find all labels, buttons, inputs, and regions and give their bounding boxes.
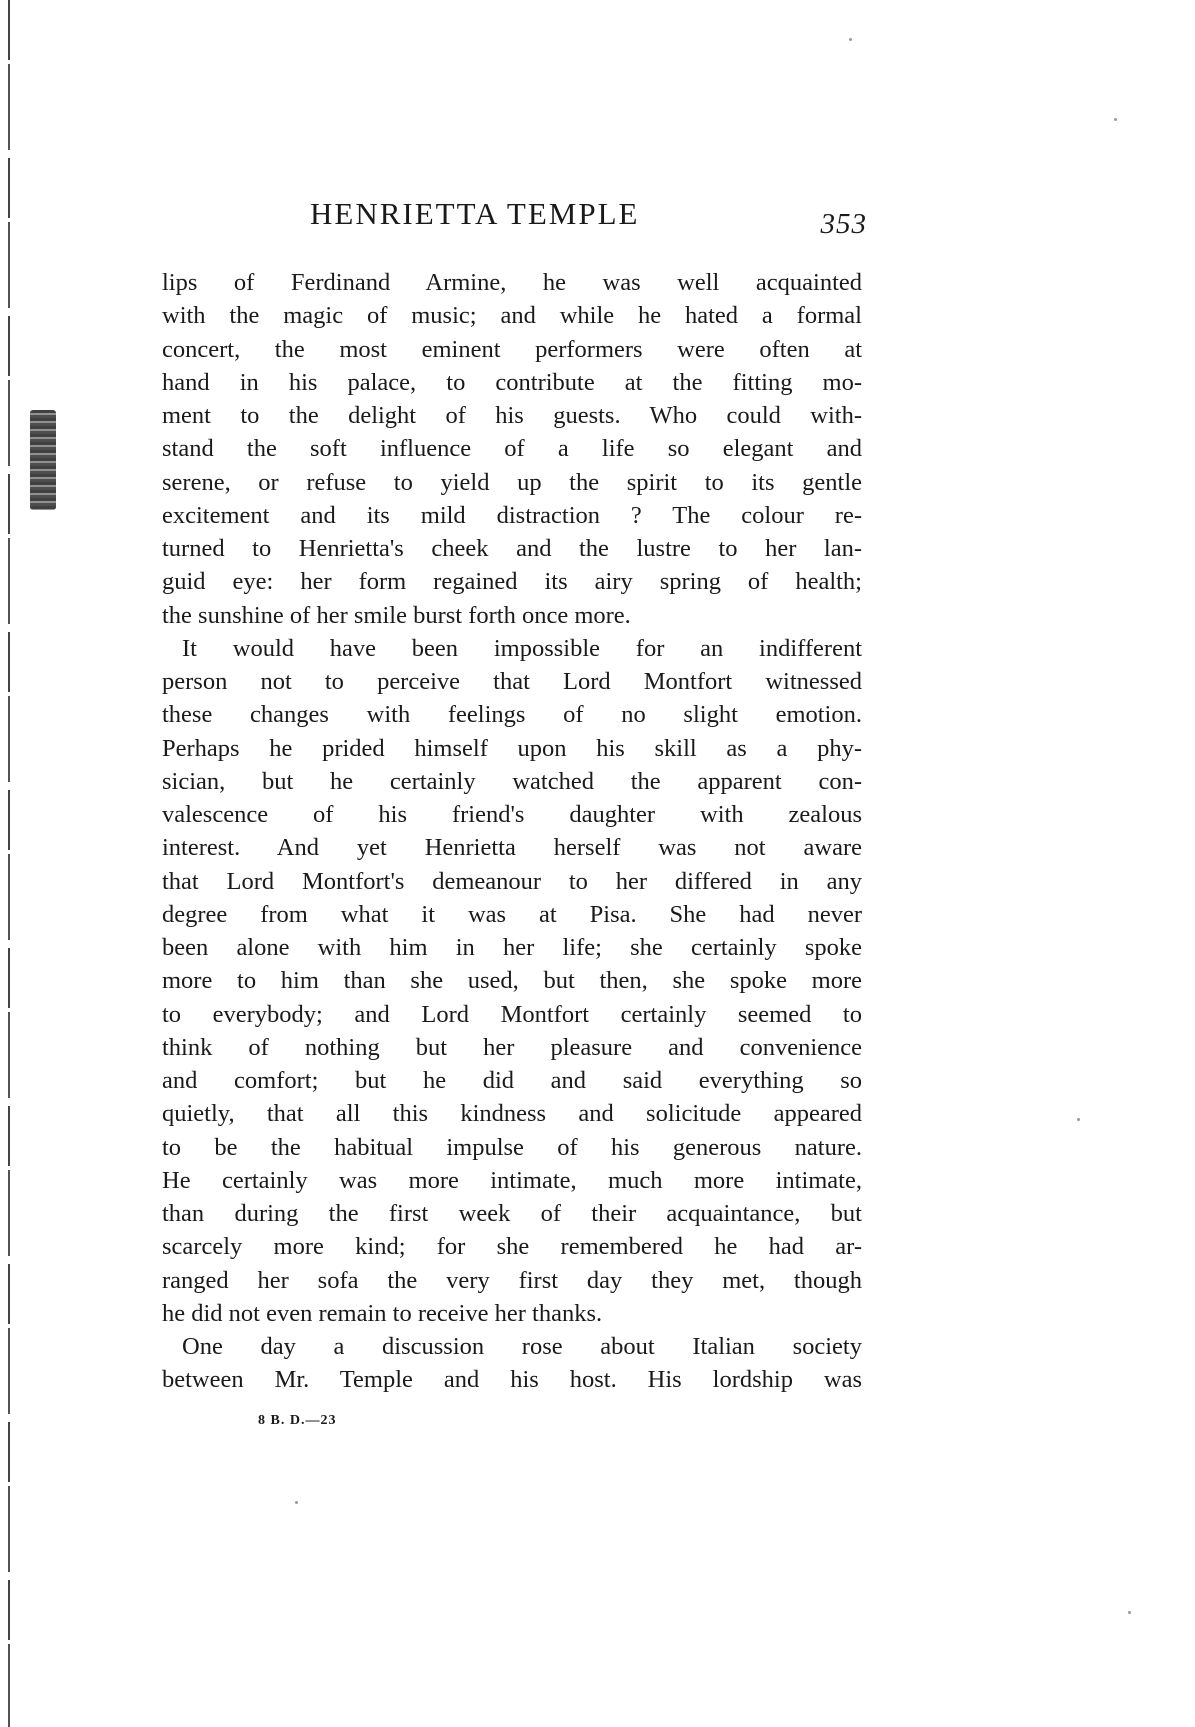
text-line: than during the first week of their acquaintance, but [162,1200,862,1227]
text-line: scarcely more kind; for she remembered he had ar- [162,1233,862,1261]
body-text [162,266,862,1397]
page-number: 353 [820,208,867,240]
text-line: It would have been impossible for an indifferent [182,634,862,662]
scan-speck [1114,118,1117,121]
text-line: Perhaps he prided himself upon his skill as a phy- [162,734,862,762]
text-line: serene, or refuse to yield up the spirit to its gentle [162,468,862,496]
text-line: degree from what it was at Pisa. She had never [162,900,862,928]
running-head: HENRIETTA TEMPLE [310,196,640,231]
signature-mark: 8 B. D.—23 [258,1413,337,1428]
text-line: think of nothing but her pleasure and convenience [162,1033,862,1061]
text-line: the sunshine of her smile burst forth once more. [162,601,631,629]
text-line: interest. And yet Henrietta herself was not aware [162,834,862,862]
text-line: excitement and its mild distraction ? The colour re- [162,501,862,529]
page-header [160,196,870,246]
text-line: valescence of his friend's daughter with zealous [162,801,862,828]
binding-edge [8,0,10,1727]
text-line: to everybody; and Lord Montfort certainly seemed to [162,1000,862,1028]
text-line: concert, the most eminent performers were often at [162,335,862,363]
text-line: that Lord Montfort's demeanour to her differed in any [162,867,862,895]
text-line: sician, but he certainly watched the apparent con- [162,767,862,795]
scan-speck [1077,1118,1080,1121]
text-line: turned to Henrietta's cheek and the lustre to her lan- [162,535,862,562]
text-line: quietly, that all this kindness and solicitude appeared [162,1100,862,1128]
text-line: One day a discussion rose about Italian society [182,1333,862,1360]
text-line: these changes with feelings of no slight emotion. [162,701,862,729]
text-line: ment to the delight of his guests. Who could with- [162,402,862,429]
text-line: to be the habitual impulse of his generous nature. [162,1133,862,1161]
text-line: between Mr. Temple and his host. His lordship was [162,1366,862,1394]
text-line: person not to perceive that Lord Montfort witnessed [162,668,862,695]
text-line: hand in his palace, to contribute at the fitting mo- [162,368,862,396]
text-line: guid eye: her form regained its airy spring of health; [162,568,862,596]
scan-speck [295,1501,298,1504]
text-line: he did not even remain to receive her thanks. [162,1299,603,1327]
scan-speck [849,38,852,41]
text-line: stand the soft influence of a life so elegant and [162,435,862,463]
text-line: lips of Ferdinand Armine, he was well acquainted [162,269,862,296]
text-line: and comfort; but he did and said everything so [162,1067,862,1094]
text-line: more to him than she used, but then, she spoke more [162,967,862,995]
text-line: with the magic of music; and while he hated a formal [162,302,862,330]
text-line: ranged her sofa the very first day they met, though [162,1266,862,1294]
scan-smudge [30,410,56,510]
text-line: been alone with him in her life; she certainly spoke [162,934,862,961]
scan-speck [1128,1611,1131,1614]
text-line: He certainly was more intimate, much more intimate, [162,1166,862,1194]
